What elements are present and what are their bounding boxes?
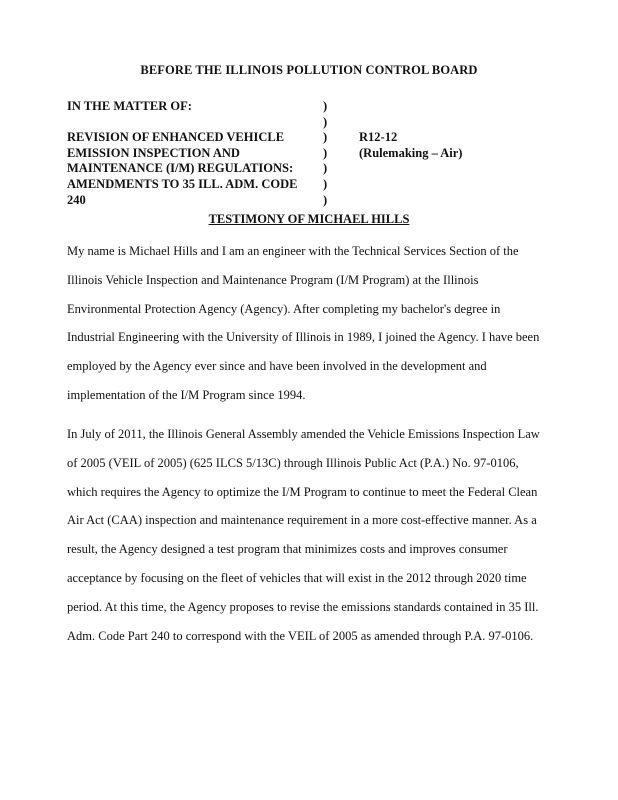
caption-left-text: MAINTENANCE (I/M) REGULATIONS:	[67, 161, 294, 176]
case-caption	[67, 99, 547, 208]
caption-row	[67, 193, 547, 209]
board-title: BEFORE THE ILLINOIS POLLUTION CONTROL BOARD	[140, 63, 478, 77]
rulemaking-type: (Rulemaking – Air)	[359, 145, 463, 160]
caption-row	[67, 146, 547, 162]
caption-row	[67, 161, 547, 177]
caption-left-text: IN THE MATTER OF:	[67, 99, 192, 113]
caption-left-text: REVISION OF ENHANCED VEHICLE	[67, 130, 285, 145]
caption-row	[67, 130, 547, 146]
paragraph-introduction: My name is Michael Hills and I am an engineer with the Technical Services Section of the Illinois Vehicle Inspection and Maintenance Program (I/M Program) at the Illinois Environmental Protection Agency (Agency). After completing my bachelor's degree in Industrial Engineering with the University of Illinois in 1989, I joined the Agency. I have been employed by the Agency ever since and have been involved in the development and implementation of the I/M Program since 1994.	[67, 244, 540, 402]
caption-paren: )	[323, 176, 328, 191]
caption-left-text: AMENDMENTS TO 35 ILL. ADM. CODE	[67, 176, 298, 191]
caption-left-text: EMISSION INSPECTION AND	[67, 145, 240, 160]
docket-number: R12-12	[359, 130, 398, 145]
caption-paren: )	[323, 99, 328, 113]
paragraph-background: In July of 2011, the Illinois General Assembly amended the Vehicle Emissions Inspection Law of 2005 (VEIL of 2005) (625 ILCS 5/13C) through Illinois Public Act (P.A.) No. 97-0106, which requires the Agency to optimize the I/M Program to continue to meet the Federal Clean Air Act (CAA) inspection and maintenance requirement in a more cost-effective manner. As a result, the Agency designed a test program that minimizes costs and improves consumer acceptance by focusing on the fleet of vehicles that will exist in the 2012 through 2020 time period. At this time, the Agency proposes to revise the emissions standards contained in 35 Ill. Adm. Code Part 240 to correspond with the VEIL of 2005 as amended through P.A. 97-0106.	[67, 427, 540, 643]
caption-paren: )	[323, 114, 328, 129]
caption-row	[67, 177, 547, 193]
caption-paren: )	[323, 130, 328, 145]
caption-paren: )	[323, 145, 328, 160]
testimony-title: TESTIMONY OF MICHAEL HILLS	[208, 212, 410, 226]
caption-row	[67, 115, 547, 131]
caption-paren: )	[323, 192, 328, 207]
caption-paren: )	[323, 161, 328, 176]
caption-left-text: 240	[67, 192, 86, 207]
caption-row	[67, 99, 547, 115]
